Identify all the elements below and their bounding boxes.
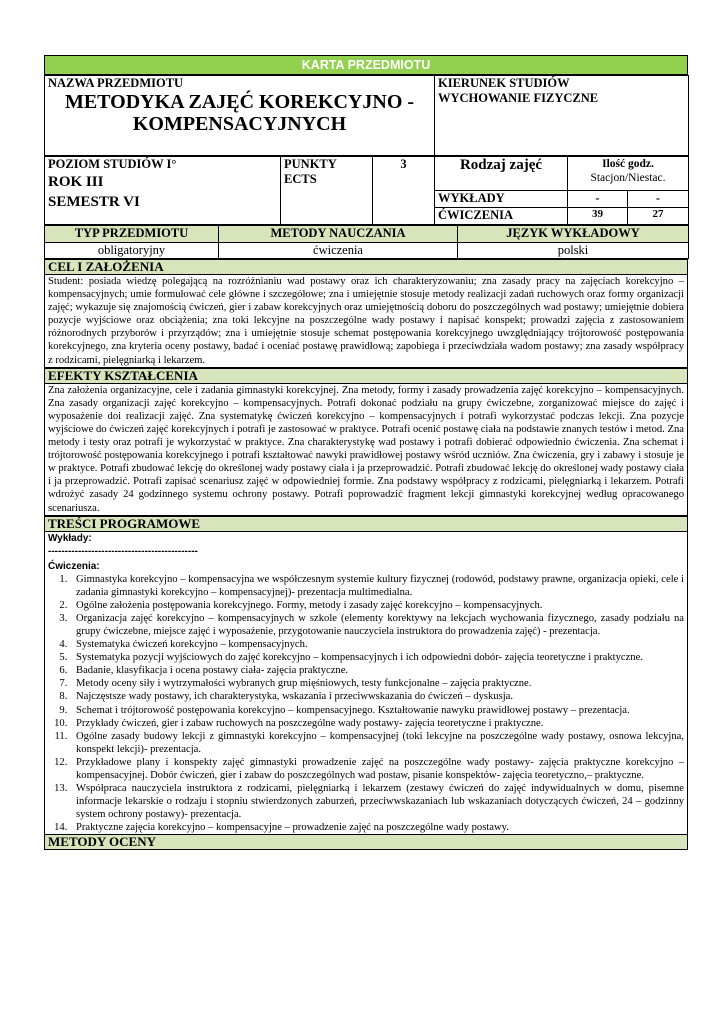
level-cell <box>45 157 281 225</box>
hours-cell <box>568 157 689 191</box>
list-item: 10. Przykłady ćwiczeń, gier i zabaw ruchowych na poszczególne wady postawy- zajęcia teoretyczne i praktyczne. <box>70 717 684 730</box>
direction-value: WYCHOWANIE FIZYCZNE <box>438 91 599 105</box>
type-value: obligatoryjny <box>45 243 219 259</box>
list-item: 3. Organizacja zajęć korekcyjno – kompensacyjnych w szkole (elementy korektywy na lekcjach wychowania fizycznego, zasady podziału na grupy ćwiczebne, miejsce zajęć i wyposażenie, przygotowanie nauczyciela instruktora do prowadzenia zajęć) - prezentacja. <box>70 612 684 638</box>
goals-text: Student: posiada wiedzę polegającą na rozróżnianiu wad postawy oraz ich charakteryzowaniu; zna zasady pracy na zajęciach korekcyjno – kompensacyjnych; umie formułować cele główne i szczegółowe; zna i umiejętnie stosuje metody realizacji zadań ruchowych oraz formy organizacji zajęć; wykazuje się znajomością ćwiczeń, gier i zabaw korekcyjnych oraz umiejętnością doboru do poszczególnych wad postawy; umiejętnie dobiera pozycje wyjściowe oraz obciążenia; zna toki lekcyjne na poszczególne wady postawy i napisać konspekt; prowadzi zajęcia z zastosowaniem różnorodnych przyborów i przyrządów; zna i umiejętnie stosuje schemat postępowania korekcyjnego uwzględniający trójtorowość postępowania korekcyjnego, zna kryteria oceny postawy, badać i oceniać postawę prawidłową; zapobiega i przeciwdziała wadom postawy; zna zasady współpracy z rodzicami, pielęgniarką i lekarzem. <box>45 275 688 368</box>
goals-table <box>44 259 688 368</box>
ects-label: PUNKTY ECTS <box>281 157 373 225</box>
direction-label: KIERUNEK STUDIÓW <box>438 76 570 90</box>
class-type-label: Rodzaj zajęć <box>435 157 568 191</box>
methods-label: METODY NAUCZANIA <box>219 226 458 243</box>
subject-cell <box>45 76 435 156</box>
effects-text: Zna założenia organizacyjne, cele i zadania gimnastyki korekcyjnej. Zna metody, formy i zasady prowadzenia zajęć korekcyjno – kompensacyjnych. Zna zasady organizacji zajęć korekcyjno – kompensacyjnych. Potrafi dokonać podziału na grupy ćwiczebne, zorganizować miejsce do zajęć i wyposażenie doi realizacji zajęć. Zna systematykę ćwiczeń korekcyjno – kompensacyjnych i potrafi wykorzystać podczas lekcji. Zna pozycje wyjściowe do ćwiczeń zajęć korekcyjnych i potrafi je zastosować w praktyce. Potrafi ocenić postawę ciała na podstawie znanych testów i metod. Zna metody i testy oraz potrafi je wykorzystać w praktyce. Zna charakterystykę wad postawy i potrafi dobierać odpowiednio ćwiczenia. Zna schemat i trójtorowość postępowania korekcyjnego i potrafi kształtować nawyki prawidłowej postawy wśród uczniów. Zna ćwiczenia, gry i zabawy i stosuje je w praktyce. Potrafi zbudować lekcję do określonej wady postawy ciała i ja przeprowadzić. Potrafi zbudować lekcję do określonej wady postawy ciała i ja przeprowadzić. Potrafi zapisać scenariusz zajęć w odpowiedniej formie. Zna podstawy współpracy z rodzicami, pielęgniarką i lekarzem. Potrafi wdrożyć zasady 24 godzinnego systemu ochrony postawy. Potrafi poprowadzić fragment lekcji gimnastyki korekcyjnej według opracowanego scenariusza. <box>45 383 688 515</box>
list-item: 14. Praktyczne zajęcia korekcyjno – kompensacyjne – prowadzenie zajęć na poszczególne wady postawy. <box>70 821 684 834</box>
year-label: ROK III <box>48 174 104 190</box>
level-table <box>44 156 689 225</box>
program-table <box>44 516 688 851</box>
level-label: POZIOM STUDIÓW I° <box>48 157 177 171</box>
list-item: 12. Przykładowe plany i konspekty zajęć gimnastyki prowadzenie zajęć na poszczególne wady postawy- zajęcia praktyczne korekcyjno – kompensacyjnej. Dobór ćwiczeń, gier i zabaw do poszczególnych wad postaw, pisanie konspektów- zajęcia teoretyczno,– praktyczne. <box>70 756 684 782</box>
subject-label: NAZWA PRZEDMIOTU <box>48 76 184 90</box>
exercises-heading: Ćwiczenia: <box>48 560 100 572</box>
course-card <box>44 55 688 850</box>
methods-value: ćwiczenia <box>219 243 458 259</box>
hours-sub: Stacjon/Niestac. <box>590 172 666 184</box>
type-table <box>44 225 689 259</box>
type-label: TYP PRZEDMIOTU <box>45 226 219 243</box>
list-item: 13. Współpraca nauczyciela instruktora z rodzicami, pielęgniarką i lekarzem (zestawy ćwiczeń do zajęć indywidualnych w domu, pisemne informacje lekarskie o rodzaju i stopniu stwierdzonych zaburzeń, przeciwwskazaniach lub wskazaniach dotyczących ćwiczeń, 24 – godzinny system ochrony postawy)- prezentacja. <box>70 782 684 821</box>
lectures-heading: Wykłady: <box>48 532 92 544</box>
exercises-stac: 39 <box>568 208 628 225</box>
lectures-dashes: --------------------------------------------- <box>48 545 198 557</box>
direction-cell <box>435 76 689 156</box>
subject-table <box>44 75 689 156</box>
lectures-label: WYKŁADY <box>435 191 568 208</box>
semester-label: SEMESTR VI <box>48 194 140 210</box>
ects-value: 3 <box>373 157 435 225</box>
subject-value: METODYKA ZAJĘĆ KOREKCYJNO - KOMPENSACYJNYCH <box>64 91 415 135</box>
exercises-niestac: 27 <box>628 208 689 225</box>
assessment-heading: METODY OCENY <box>45 835 688 850</box>
card-title: KARTA PRZEDMIOTU <box>44 55 688 75</box>
program-list <box>48 573 684 835</box>
lang-value: polski <box>458 243 689 259</box>
exercises-label: ĆWICZENIA <box>435 208 568 225</box>
list-item: 6. Badanie, klasyfikacja i ocena postawy ciała- zajęcia praktyczne. <box>70 664 684 677</box>
list-item: 4. Systematyka ćwiczeń korekcyjno – kompensacyjnych. <box>70 638 684 651</box>
lectures-niestac: - <box>628 191 689 208</box>
lang-label: JĘZYK WYKŁADOWY <box>458 226 689 243</box>
list-item: 11. Ogólne zasady budowy lekcji z gimnastyki korekcyjno – kompensacyjnej (toki lekcyjne na poszczególne wady postawy, osnowa lekcyjna, konspekt lekcji)- prezentacja. <box>70 730 684 756</box>
list-item: 9. Schemat i trójtorowość postępowania korekcyjno – kompensacyjnego. Kształtowanie nawyku prawidłowej postawy – prezentacja. <box>70 704 684 717</box>
program-body <box>45 531 688 835</box>
list-item: 2. Ogólne założenia postępowania korekcyjnego. Formy, metody i zasady zajęć korekcyjno – kompensacyjnych. <box>70 599 684 612</box>
list-item: 1. Gimnastyka korekcyjno – kompensacyjna we współczesnym systemie kultury fizycznej (rodowód, podstawy prawne, organizacja opieki, cele i zadania gimnastyki korekcyjno – kompensacyjnej)- prezentacja multimedialna. <box>70 573 684 599</box>
list-item: 5. Systematyka pozycji wyjściowych do zajęć korekcyjno – kompensacyjnych i ich odpowiedni dobór- zajęcia teoretyczne i praktyczne. <box>70 651 684 664</box>
list-item: 7. Metody oceny siły i wytrzymałości wybranych grup mięśniowych, testy funkcjonalne – zajęcia praktyczne. <box>70 677 684 690</box>
list-item: 8. Najczęstsze wady postawy, ich charakterystyka, wskazania i przeciwwskazania do ćwiczeń – dyskusja. <box>70 690 684 703</box>
effects-table <box>44 368 688 516</box>
program-heading: TREŚCI PROGRAMOWE <box>45 516 688 531</box>
hours-label: Ilość godz. <box>602 158 654 170</box>
effects-heading: EFEKTY KSZTAŁCENIA <box>45 368 688 383</box>
goals-heading: CEL I ZAŁOŻENIA <box>45 260 688 275</box>
lectures-stac: - <box>568 191 628 208</box>
